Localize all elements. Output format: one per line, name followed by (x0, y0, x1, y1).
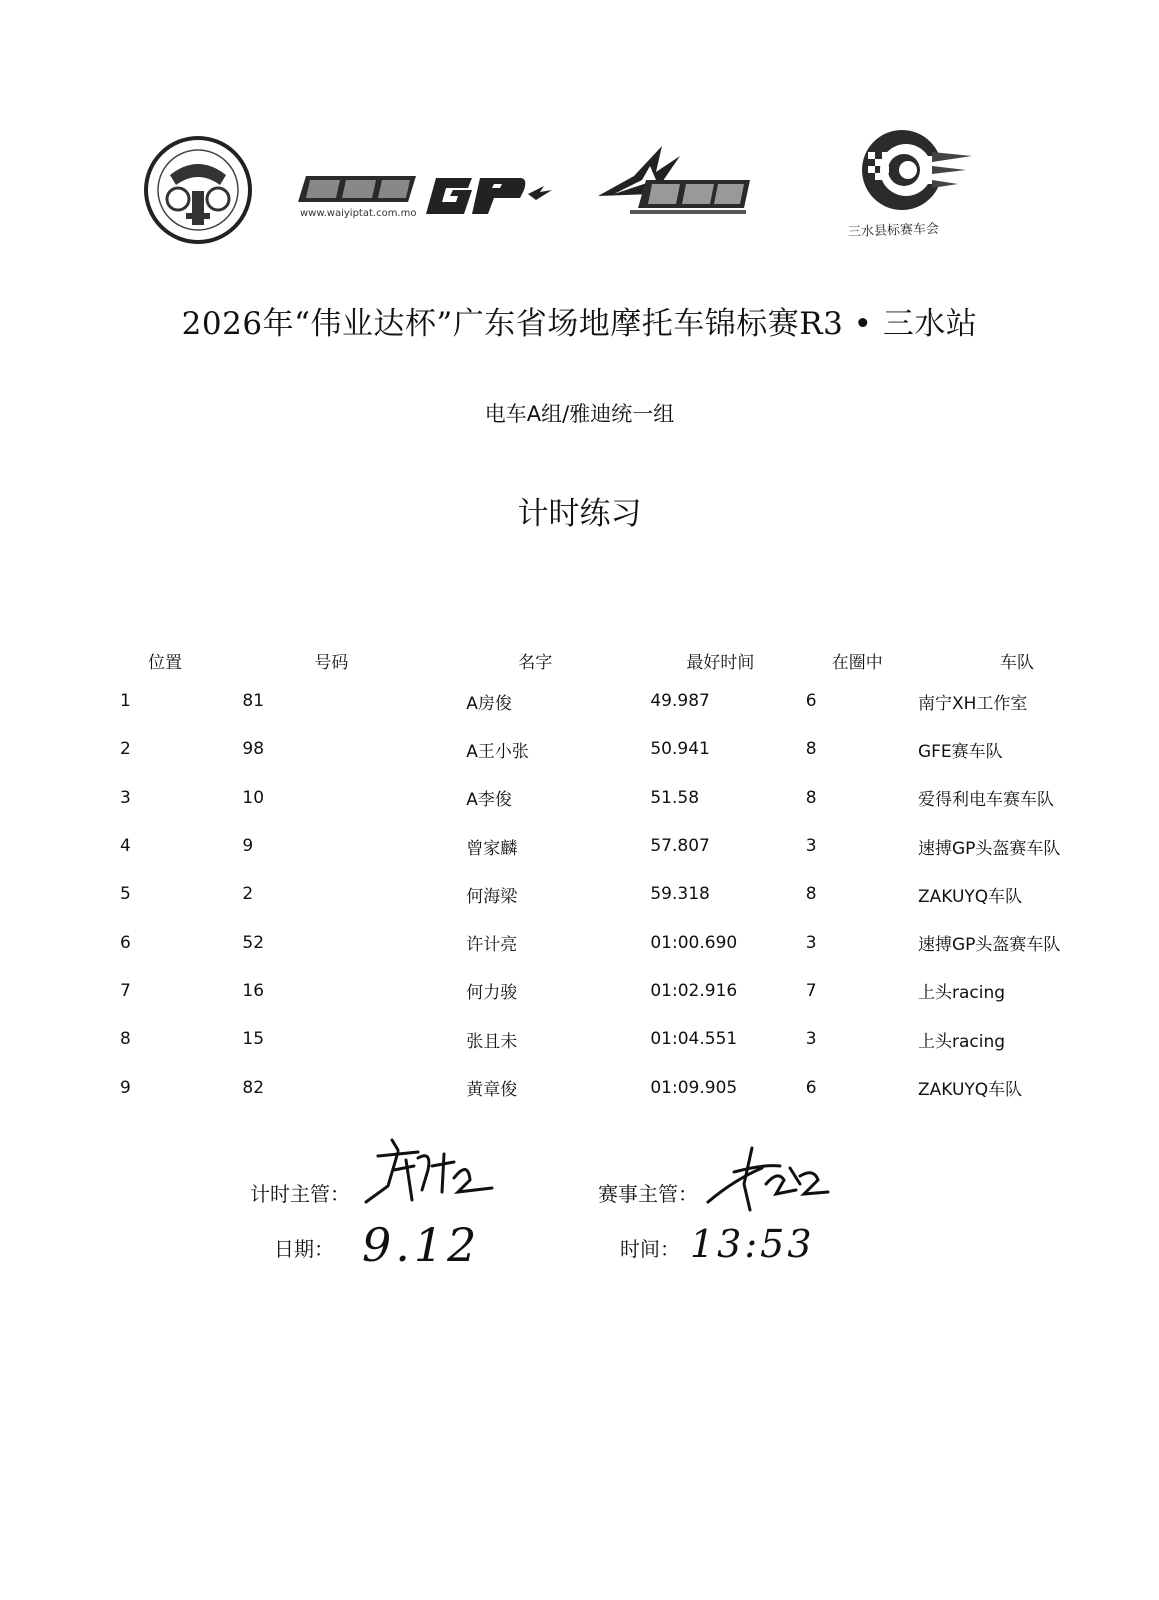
table-row (100, 774, 1159, 822)
cell-team: 速搏GP头盔赛车队 (917, 935, 1061, 956)
cell-name: 张且未 (466, 1031, 518, 1052)
cell-name: 何力骏 (466, 983, 518, 1004)
table-row (100, 677, 1159, 725)
weiyeda-racing-logo (594, 136, 754, 220)
cell-team: 爱得利电车赛车队 (917, 790, 1054, 811)
cell-best-time: 01:02.916 (650, 980, 738, 1001)
cell-number: 82 (242, 1077, 265, 1098)
cell-team: 上头racing (917, 983, 1006, 1004)
cell-name: 曾家麟 (466, 838, 518, 859)
cell-position: 5 (120, 884, 131, 905)
cell-number: 15 (242, 1029, 265, 1050)
cell-position: 3 (120, 787, 131, 808)
race-manager-signature (704, 1140, 834, 1216)
table-row (100, 725, 1159, 773)
cell-position: 8 (120, 1029, 131, 1050)
time-value: 13:53 (690, 1222, 815, 1266)
cell-in-lap: 7 (805, 980, 817, 1001)
cell-in-lap: 6 (805, 691, 817, 712)
cell-position: 4 (120, 836, 131, 857)
table-row (100, 822, 1159, 870)
cell-number: 81 (242, 691, 265, 712)
col-best-time: 最好时间 (686, 652, 755, 673)
race-manager-label: 赛事主管： (598, 1182, 698, 1206)
cell-name: A房俊 (466, 693, 512, 714)
cell-team: 上头racing (917, 1031, 1006, 1052)
cell-in-lap: 6 (805, 1077, 817, 1098)
cell-number: 98 (242, 739, 265, 760)
cell-in-lap: 8 (805, 739, 817, 760)
table-row (100, 870, 1159, 918)
cell-in-lap: 3 (805, 836, 817, 857)
table-row (100, 918, 1159, 966)
cell-position: 6 (120, 932, 131, 953)
col-position: 位置 (148, 652, 182, 673)
cell-team: GFE赛车队 (917, 741, 1003, 762)
cell-name: 许计亮 (466, 935, 518, 956)
cell-number: 10 (242, 787, 265, 808)
date-value: 9.12 (362, 1218, 481, 1272)
table-header-row (100, 643, 1159, 677)
cell-in-lap: 3 (805, 1029, 817, 1050)
cell-best-time: 01:09.905 (650, 1077, 738, 1098)
cell-position: 1 (120, 691, 131, 712)
cell-in-lap: 3 (805, 932, 817, 953)
cell-number: 16 (242, 980, 265, 1001)
cell-name: 黄章俊 (466, 1080, 518, 1101)
cell-in-lap: 8 (805, 787, 817, 808)
cell-best-time: 51.58 (650, 787, 700, 808)
session-name: 计时练习 (517, 496, 642, 532)
cell-best-time: 50.941 (650, 739, 710, 760)
col-team: 车队 (999, 652, 1034, 673)
results-table (100, 643, 1159, 1112)
gp-logo-url: www.waiyiptat.com.mo (300, 208, 417, 219)
cell-number: 52 (242, 932, 265, 953)
cell-team: 南宁XH工作室 (917, 693, 1028, 714)
cell-name: A李俊 (466, 790, 512, 811)
org-seal-logo (140, 135, 256, 245)
cell-team: ZAKUYQ车队 (917, 1080, 1023, 1101)
cell-position: 9 (120, 1077, 131, 1098)
cell-team: ZAKUYQ车队 (917, 886, 1023, 907)
club-logo-text: 三水县标赛车会 (847, 221, 940, 241)
table-row (100, 1063, 1159, 1111)
cell-team: 速搏GP头盔赛车队 (917, 838, 1061, 859)
date-label: 日期： (274, 1237, 334, 1261)
cell-name: 何海梁 (466, 886, 518, 907)
document-title: 2026年“伟业达杯”广东省场地摩托车锦标赛R3 • 三水站 (181, 306, 978, 342)
cell-best-time: 01:04.551 (650, 1029, 738, 1050)
col-number: 号码 (314, 652, 349, 673)
class-name: 电车A组/雅迪统一组 (484, 402, 675, 426)
timing-manager-signature (358, 1130, 498, 1210)
time-label: 时间： (620, 1237, 680, 1261)
cell-position: 7 (120, 980, 131, 1001)
col-in-lap: 在圈中 (831, 652, 883, 673)
table-row (100, 1015, 1159, 1063)
cell-number: 2 (242, 884, 254, 905)
sanshui-club-logo (846, 126, 976, 242)
cell-in-lap: 8 (805, 884, 817, 905)
cell-best-time: 01:00.690 (650, 932, 738, 953)
timing-manager-label: 计时主管： (250, 1182, 350, 1206)
cell-position: 2 (120, 739, 131, 760)
cell-best-time: 49.987 (650, 691, 710, 712)
cell-name: A王小张 (466, 741, 529, 762)
col-name: 名字 (518, 652, 553, 673)
weiyeda-gp-logo (296, 168, 556, 224)
cell-number: 9 (242, 836, 254, 857)
cell-best-time: 59.318 (650, 884, 710, 905)
table-row (100, 967, 1159, 1015)
cell-best-time: 57.807 (650, 836, 710, 857)
